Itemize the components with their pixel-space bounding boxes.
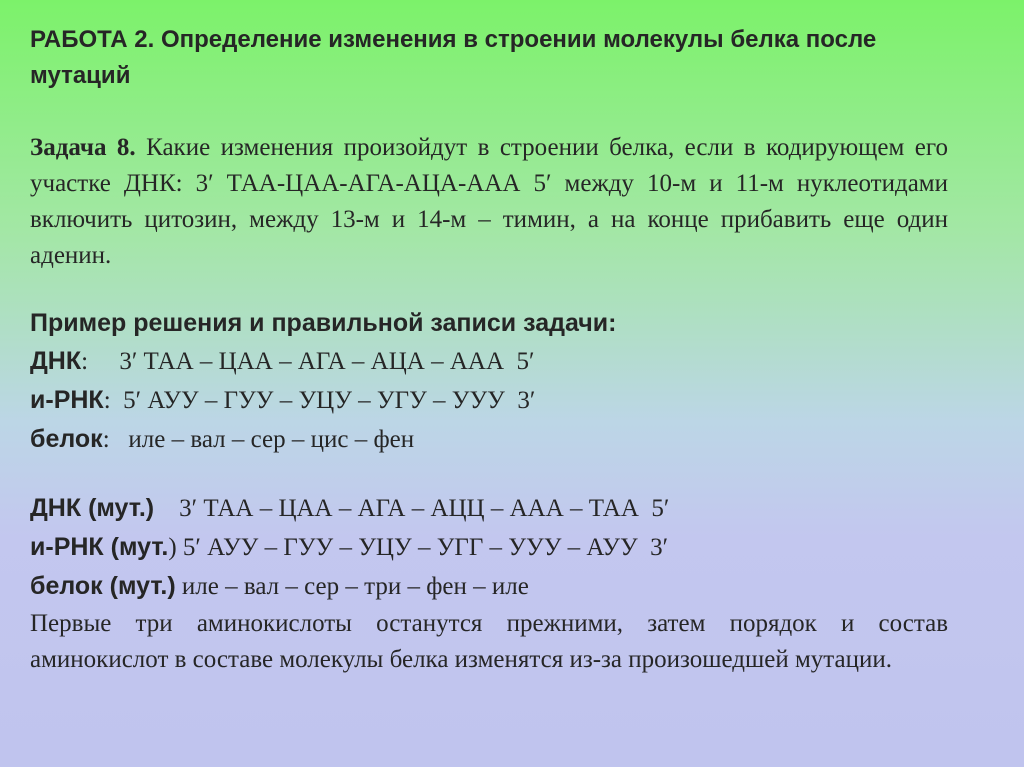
mrna-label: и-РНК	[30, 386, 104, 414]
solution-heading: Пример решения и правильной записи задачи:	[30, 309, 617, 337]
mrna-mutated-line	[30, 528, 948, 567]
dna-original-line	[30, 342, 948, 381]
slide-content	[30, 22, 948, 678]
protein-sep: :	[102, 426, 110, 453]
task-paragraph	[30, 130, 948, 274]
mrna-mut-sep: )	[168, 534, 177, 561]
protein-mutated-line	[30, 567, 948, 606]
mrna-sequence: 5′ АУУ – ГУУ – УЦУ – УГУ – УУУ 3′	[110, 387, 536, 414]
mrna-mut-label: и-РНК (мут.	[30, 533, 169, 561]
protein-sequence: иле – вал – сер – цис – фен	[109, 426, 415, 453]
dna-mutated-line	[30, 489, 948, 528]
protein-mut-sequence: иле – вал – сер – три – фен – иле	[175, 573, 529, 600]
dna-sep: :	[81, 348, 89, 375]
protein-mut-label: белок (мут.)	[30, 572, 176, 600]
mrna-original-line	[30, 381, 948, 420]
protein-label: белок	[30, 425, 103, 453]
protein-original-line	[30, 420, 948, 459]
task-label: Задача 8.	[30, 134, 136, 161]
mrna-mut-sequence: 5′ АУУ – ГУУ – УЦУ – УГГ – УУУ – АУУ 3′	[176, 534, 669, 561]
conclusion-paragraph: Первые три аминокислоты останутся прежними, затем порядок и состав аминокислот в составе молекулы белка изменятся из-за произошедшей мутации.	[30, 610, 948, 673]
mrna-sep: :	[103, 387, 111, 414]
task-text: Какие изменения произойдут в строении белка, если в кодирующем его участке ДНК: 3′ ТАА-ЦАА-АГА-АЦА-ААА 5′ между 10-м и 11-м нуклеотидами включить цитозин, между 13-м и 14-м – тимин, а на конце прибавить еще один аденин.	[30, 134, 948, 269]
dna-label: ДНК	[30, 347, 82, 375]
spacer	[30, 459, 948, 489]
dna-sequence: 3′ ТАА – ЦАА – АГА – АЦА – ААА 5′	[88, 348, 535, 375]
dna-mut-sequence: 3′ ТАА – ЦАА – АГА – АЦЦ – ААА – ТАА 5′	[154, 495, 670, 522]
slide-title: РАБОТА 2. Определение изменения в строении молекулы белка после мутаций	[30, 26, 877, 89]
dna-mut-label: ДНК (мут.)	[30, 494, 155, 522]
